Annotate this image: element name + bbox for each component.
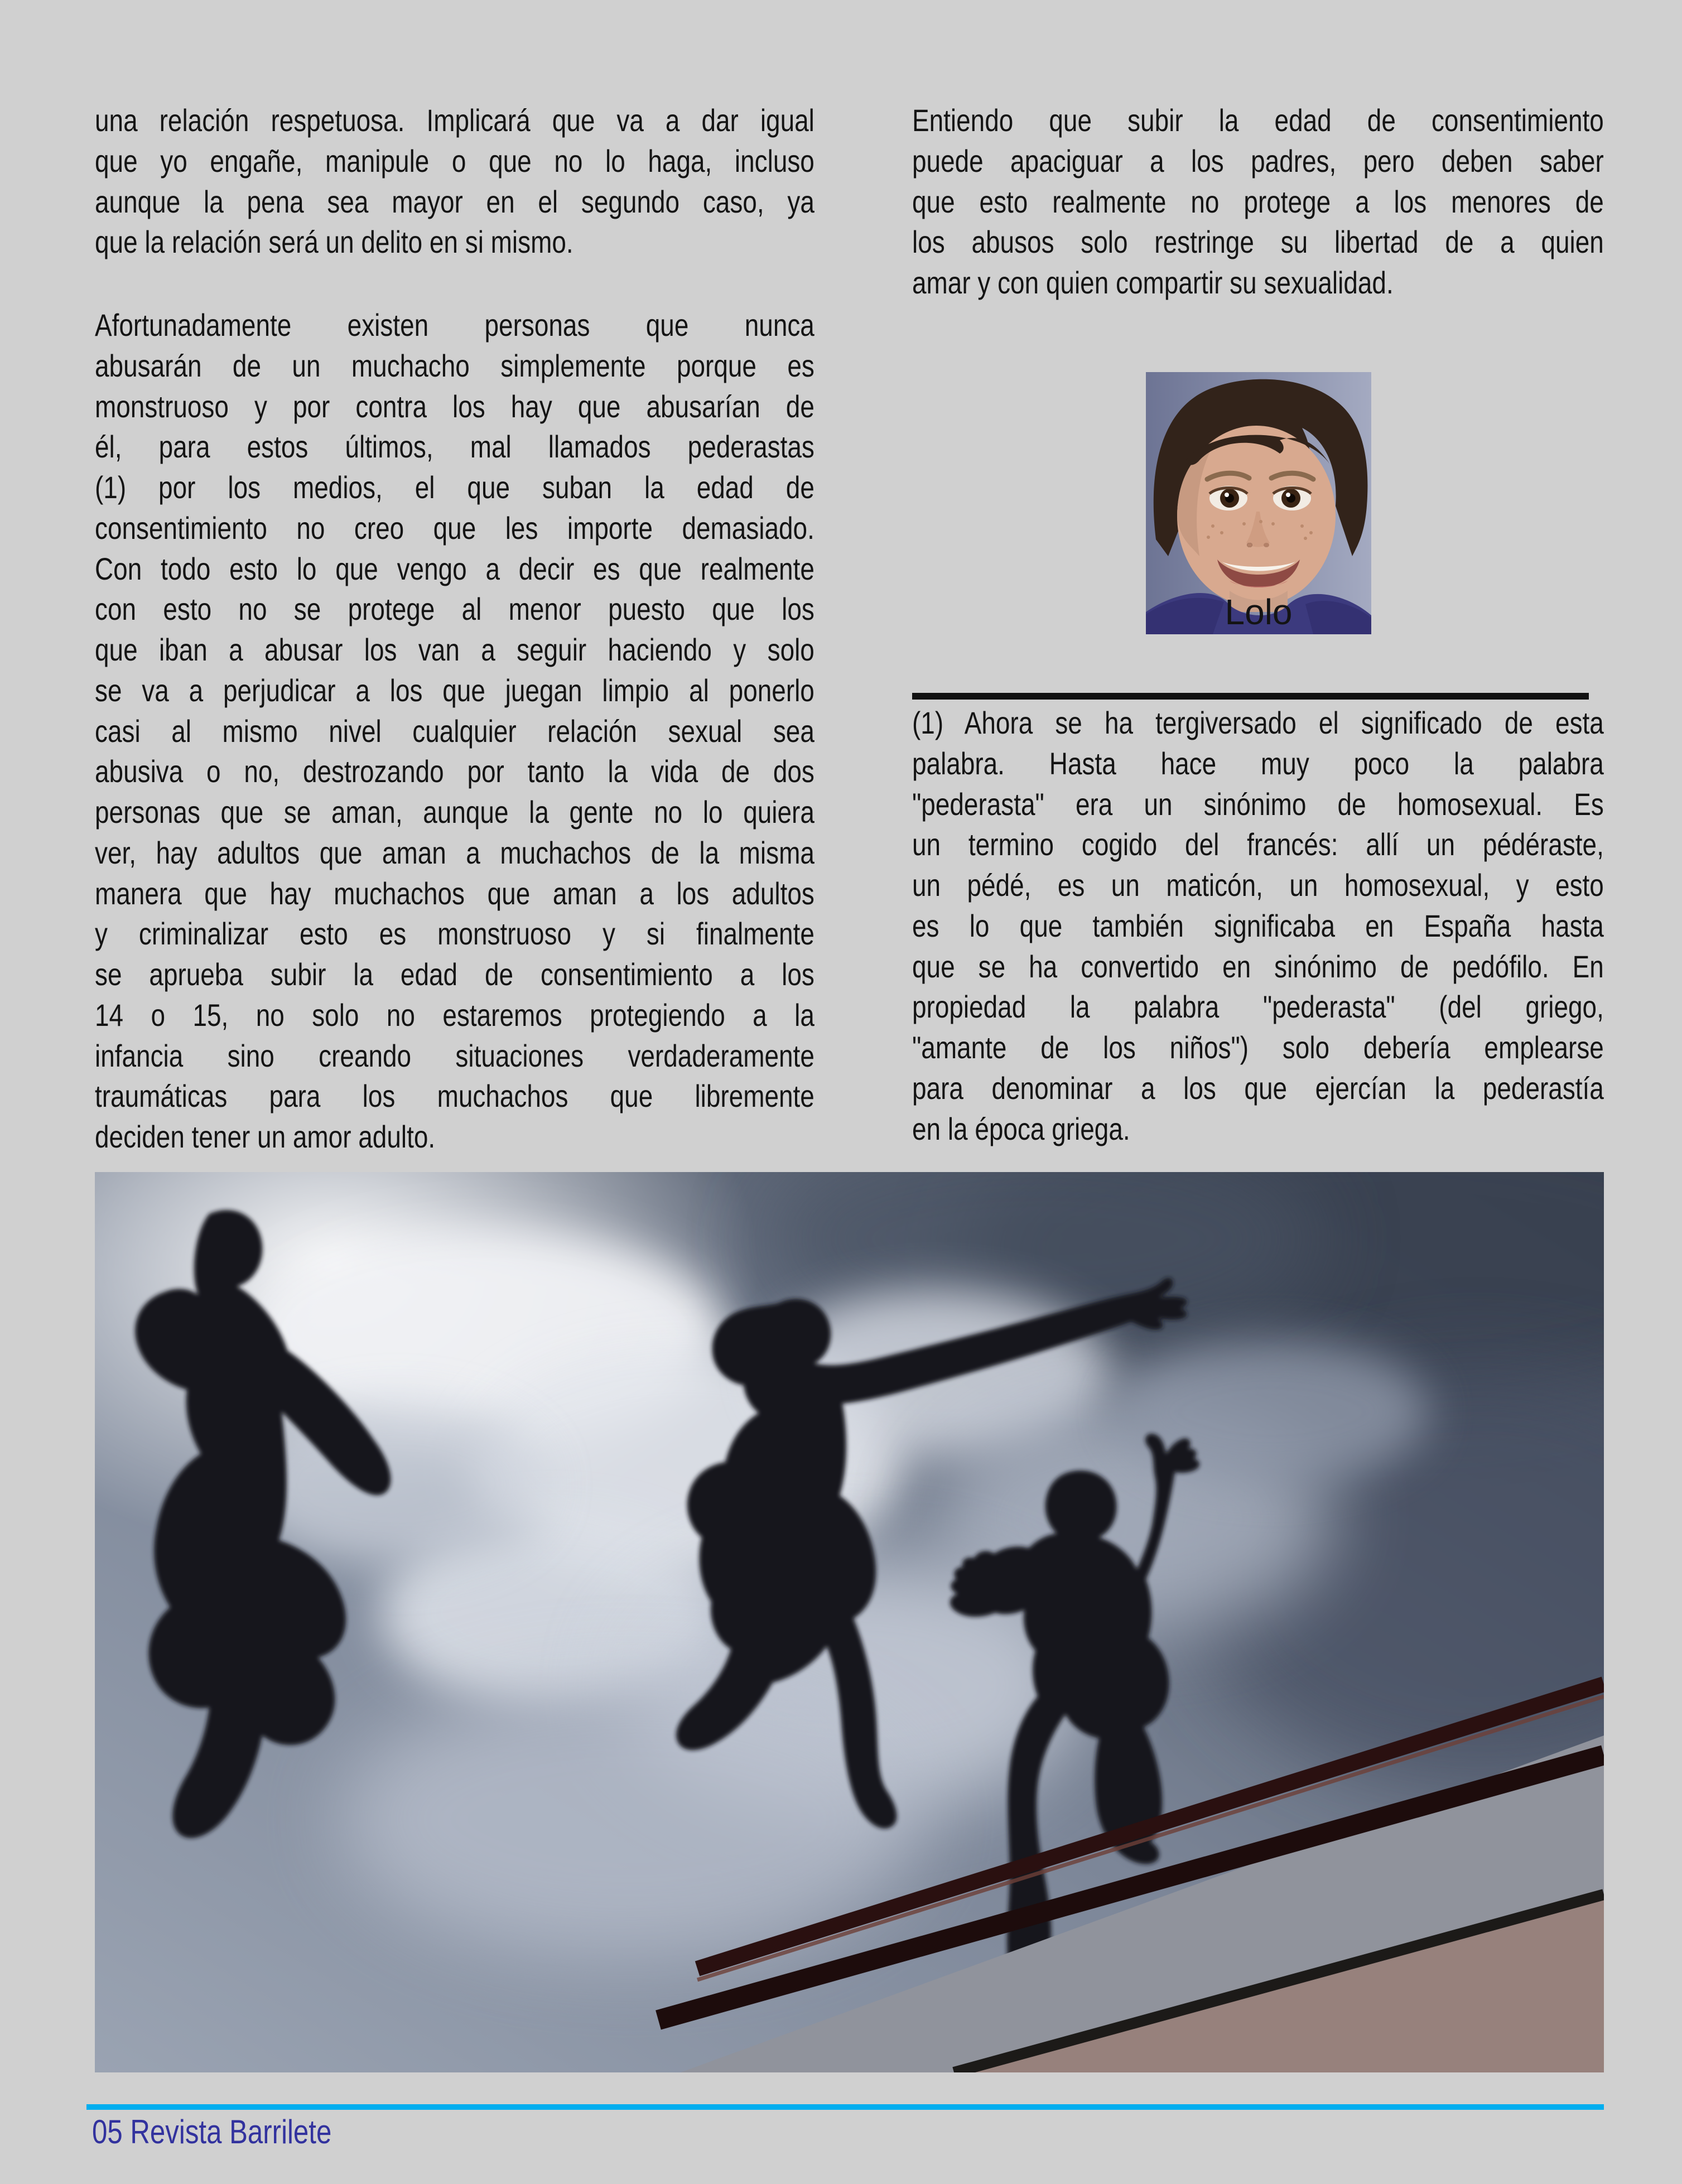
text-line: una relación respetuosa. Implicará que va a dar igual [95, 103, 815, 138]
text-line: que iban a abusar los van a seguir haciendo y solo [95, 632, 815, 667]
left-paragraph-1 [95, 100, 815, 263]
footer-page-label: 05 Revista Barrilete [92, 2113, 332, 2151]
left-paragraph-2 [95, 305, 815, 1158]
text-line: "amante de los niños") solo debería emplearse [912, 1030, 1604, 1065]
text-line: los abusos solo restringe su libertad de a quien [912, 224, 1604, 260]
text-line: que esto realmente no protege a los menores de [912, 184, 1604, 219]
text-line: deciden tener un amor adulto. [95, 1119, 436, 1154]
text-line: para denominar a los que ejercían la pederastía [912, 1070, 1604, 1106]
text-line: él, para estos últimos, mal llamados pederastas [95, 429, 815, 465]
text-line: abusarán de un muchacho simplemente porque es [95, 348, 815, 383]
text-line: aunque la pena sea mayor en el segundo caso, ya [95, 184, 815, 219]
photo-caption: Lolo [1225, 592, 1293, 632]
text-line: "pederasta" era un sinónimo de homosexual. Es [912, 786, 1604, 822]
text-line: infancia sino creando situaciones verdaderamente [95, 1038, 815, 1073]
jumping-kids-illustration [95, 1172, 1604, 2072]
text-line: monstruoso y por contra los hay que abusarían de [95, 388, 815, 424]
text-line: traumáticas para los muchachos que libremente [95, 1078, 815, 1114]
jumping-kids-photo [95, 1172, 1604, 2072]
text-line: palabra. Hasta hace muy poco la palabra [912, 745, 1604, 781]
text-line: (1) Ahora se ha tergiversado el significado de esta [912, 705, 1604, 740]
text-line: puede apaciguar a los padres, pero deben saber [912, 143, 1604, 179]
text-line: (1) por los medios, el que suban la edad de [95, 470, 815, 505]
text-line: Afortunadamente existen personas que nunca [95, 307, 815, 343]
text-line: consentimiento no creo que les importe demasiado. [95, 510, 815, 546]
footnote-divider [912, 693, 1589, 700]
text-line: un termino cogido del francés: allí un pédéraste, [912, 827, 1604, 862]
text-line: propiedad la palabra "pederasta" (del griego, [912, 989, 1604, 1025]
right-paragraph-1 [912, 100, 1604, 303]
text-line: se aprueba subir la edad de consentimiento a los [95, 957, 815, 992]
text-line: que se ha convertido en sinónimo de pedófilo. En [912, 948, 1604, 984]
text-line: casi al mismo nivel cualquier relación sexual sea [95, 713, 815, 749]
text-line: que yo engañe, manipule o que no lo haga, incluso [95, 143, 815, 179]
footer-accent-line [86, 2104, 1604, 2110]
footnote-paragraph [912, 703, 1604, 1149]
text-line: abusiva o no, destrozando por tanto la vida de dos [95, 754, 815, 789]
text-line: Entiendo que subir la edad de consentimiento [912, 103, 1604, 138]
text-line: personas que se aman, aunque la gente no lo quiera [95, 794, 815, 830]
text-line: que la relación será un delito en si mismo. [95, 224, 573, 260]
text-line: 14 o 15, no solo no estaremos protegiendo a la [95, 997, 815, 1033]
text-line: Con todo esto lo que vengo a decir es que realmente [95, 551, 815, 586]
text-line: un pédé, es un maticón, un homosexual, y esto [912, 867, 1604, 903]
text-line: se va a perjudicar a los que juegan limpio al ponerlo [95, 672, 815, 708]
text-line: ver, hay adultos que aman a muchachos de la misma [95, 835, 815, 870]
text-line: en la época griega. [912, 1111, 1130, 1146]
text-line: con esto no se protege al menor puesto que los [95, 591, 815, 627]
right-eye [1273, 486, 1311, 510]
text-line: manera que hay muchachos que aman a los adultos [95, 875, 815, 911]
text-line: y criminalizar esto es monstruoso y si finalmente [95, 916, 815, 952]
footer [92, 2112, 824, 2152]
text-line: amar y con quien compartir su sexualidad. [912, 265, 1394, 300]
text-line: es lo que también significaba en España hasta [912, 908, 1604, 943]
left-eye [1209, 486, 1247, 510]
